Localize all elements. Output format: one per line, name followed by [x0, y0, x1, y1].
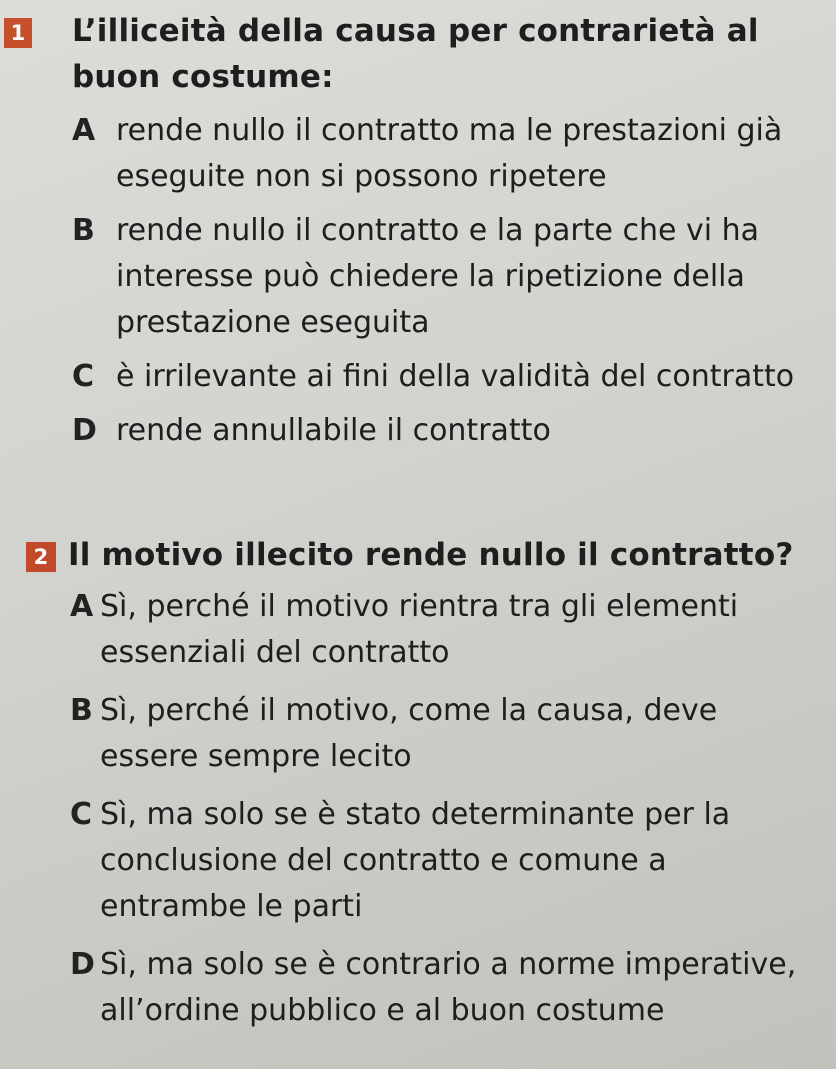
option-d [0, 942, 836, 1034]
option-text: rende nullo il contratto ma le prestazioni già eseguite non si possono ripetere [116, 113, 783, 194]
question-text: Il motivo illecito rende nullo il contratto? [68, 537, 794, 573]
option-letter: C [70, 797, 93, 832]
option-text: Sì, perché il motivo rientra tra gli elementi essenziali del contratto [100, 589, 739, 670]
option-text: rende annullabile il contratto [116, 413, 551, 448]
question-2-stem [0, 532, 836, 578]
option-b [0, 688, 836, 780]
option-text: è irrilevante ai fini della validità del contratto [116, 359, 795, 394]
option-text: Sì, ma solo se è contrario a norme imperative, all’ordine pubblico e al buon costume [100, 947, 797, 1028]
option-c [0, 792, 836, 930]
option-letter: D [70, 947, 95, 982]
option-text: rende nullo il contratto e la parte che vi ha interesse può chiedere la ripetizione della prestazione eseguita [116, 213, 760, 340]
option-letter: A [72, 113, 96, 148]
option-letter: B [72, 213, 95, 248]
question-text: L’illiceità della causa per contrarietà al buon costume: [72, 13, 759, 95]
question-number-badge: 2 [26, 542, 56, 572]
option-letter: D [72, 413, 97, 448]
question-1 [0, 8, 836, 462]
question-2 [0, 532, 836, 1046]
option-text: Sì, ma solo se è stato determinante per la conclusione del contratto e comune a entrambe le parti [100, 797, 731, 924]
option-d [0, 408, 836, 454]
question-1-stem [0, 8, 836, 100]
option-text: Sì, perché il motivo, come la causa, deve essere sempre lecito [100, 693, 718, 774]
option-c [0, 354, 836, 400]
option-b [0, 208, 836, 346]
option-letter: A [70, 589, 94, 624]
options-list [0, 108, 836, 454]
option-a [0, 584, 836, 676]
question-number-badge: 1 [4, 18, 32, 48]
option-letter: C [72, 359, 95, 394]
options-list [0, 584, 836, 1034]
option-letter: B [70, 693, 93, 728]
option-a [0, 108, 836, 200]
